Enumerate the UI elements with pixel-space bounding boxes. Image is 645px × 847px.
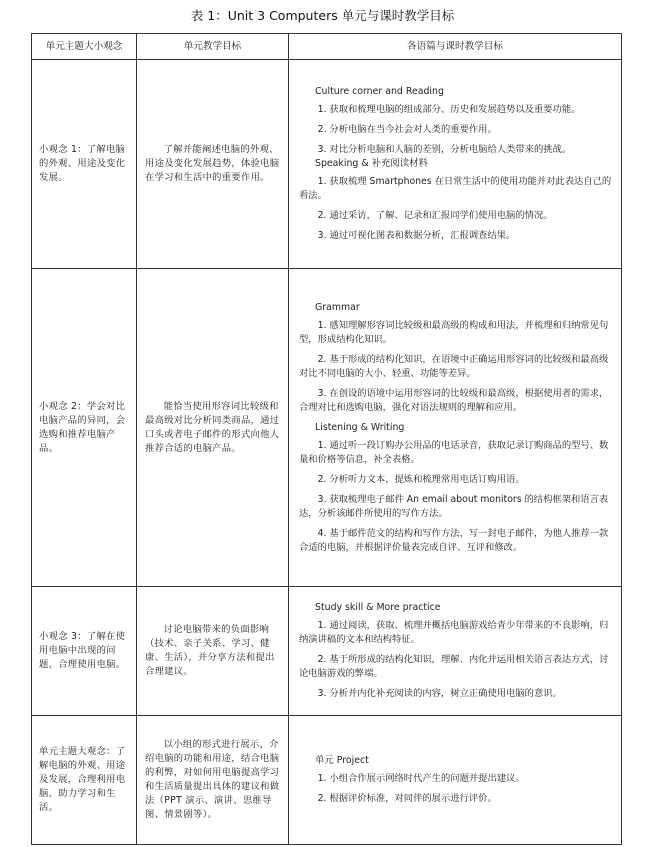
- column-header-concept: 单元主题大小观念: [32, 34, 137, 60]
- table-row: [32, 716, 622, 845]
- header-row: [32, 34, 622, 60]
- table-row: [32, 587, 622, 716]
- concept-cell: 单元主题大观念：了解电脑的外观、用途及发展，合理利用电脑，助力学习和生活。: [32, 716, 137, 845]
- objective-item: 1. 通过阅读，获取、梳理并概括电脑游戏给青少年带来的不良影响，归纳演讲稿的文本和结构特征。: [299, 620, 609, 645]
- objective-item: 3. 分析并内化补充阅读的内容，树立正确使用电脑的意识。: [317, 688, 562, 699]
- objectives-table: [31, 33, 622, 845]
- unit-goal-cell: 讨论电脑带来的负面影响（技术、亲子关系、学习、健康、生活），并分享方法和提出合理建议。: [137, 587, 289, 716]
- section-heading: Listening & Writing: [315, 421, 405, 433]
- unit-goal-cell: 了解并能阐述电脑的外观、用途及变化发展趋势，体验电脑在学习和生活中的重要作用。: [137, 60, 289, 269]
- lesson-goals-cell: [289, 60, 622, 269]
- concept-cell: 小观念 3：了解在使用电脑中出现的问题，合理使用电脑。: [32, 587, 137, 716]
- concept-cell: 小观念 1：了解电脑的外观、用途及变化发展。: [32, 60, 137, 269]
- objective-item: 2. 分析听力文本，提炼和梳理常用电话订购用语。: [317, 473, 525, 485]
- objective-item: 3. 在创设的语境中运用形容词的比较级和最高级，根据使用者的需求，合理对比和选购电脑，强化对语法规则的理解和应用。: [299, 387, 609, 413]
- objective-item: 3. 通过可视化图表和数据分析，汇报调查结果。: [317, 230, 516, 241]
- unit-goal-cell: 以小组的形式进行展示，介绍电脑的功能和用途，结合电脑的利弊，对如何用电脑提高学习和生活质量提出具体的建议和做法（PPT 演示、演讲、思维导图、情景剧等）。: [137, 716, 289, 845]
- lesson-goals-cell: [289, 587, 622, 716]
- lesson-goals-cell: [289, 716, 622, 845]
- objective-item: 2. 根据评价标准，对同伴的展示进行评价。: [317, 793, 497, 804]
- table-row: [32, 269, 622, 587]
- objective-item: 1. 小组合作展示网络时代产生的问题并提出建议。: [317, 773, 525, 784]
- section-heading: 单元 Project: [315, 755, 369, 766]
- objective-item: 1. 感知理解形容词比较级和最高级的构成和用法，并梳理和归纳常见句型，形成结构化知识。: [299, 319, 609, 345]
- section-heading: Study skill & More practice: [315, 602, 441, 613]
- page-title: 表 1：Unit 3 Computers 单元与课时教学目标: [190, 8, 455, 23]
- objective-item: 2. 基于所形成的结构化知识，理解、内化并运用相关语言表达方式，讨论电脑游戏的弊端。: [299, 654, 609, 679]
- column-header-lesson-goals: 各语篇与课时教学目标: [289, 34, 622, 60]
- objective-item: 2. 基于形成的结构化知识，在语境中正确运用形容词的比较级和最高级对比不同电脑的大小、轻重、功能等差异。: [299, 353, 609, 379]
- objective-item: 1. 通过听一段订购办公用品的电话录音，获取记录订购商品的型号、数量和价格等信息，补全表格。: [299, 439, 609, 465]
- objective-item: 4. 基于邮件范文的结构和写作方法，写一封电子邮件，为他人推荐一款合适的电脑，并根据评价量表完成自评、互评和修改。: [299, 527, 609, 553]
- concept-cell: 小观念 2：学会对比电脑产品的异同，会选购和推荐电脑产品。: [32, 269, 137, 587]
- objective-item: 1. 获取和梳理电脑的组成部分、历史和发展趋势以及重要功能。: [317, 104, 581, 115]
- section-heading: Speaking & 补充阅读材料: [315, 158, 428, 169]
- lesson-goals-cell: [289, 269, 622, 587]
- unit-goal-cell: 能恰当使用形容词比较级和最高级对比分析同类商品，通过口头或者电子邮件的形式向他人推荐合适的电脑产品。: [137, 269, 289, 587]
- objective-item: 2. 通过采访，了解、记录和汇报同学们使用电脑的情况。: [317, 210, 553, 221]
- column-header-unit-goal: 单元教学目标: [137, 34, 289, 60]
- objective-item: 1. 获取梳理 Smartphones 在日常生活中的使用功能并对此表达自己的看法。: [299, 176, 612, 201]
- table-row: [32, 60, 622, 269]
- section-heading: Culture corner and Reading: [315, 86, 444, 97]
- section-heading: Grammar: [315, 301, 360, 313]
- objective-item: 2. 分析电脑在当今社会对人类的重要作用。: [317, 124, 497, 135]
- objective-item: 3. 对比分析电脑和人脑的差别，分析电脑给人类带来的挑战。: [317, 144, 572, 155]
- objective-item: 3. 获取梳理电子邮件 An email about monitors 的结构框架和语言表达，分析该邮件所使用的写作方法。: [299, 493, 609, 519]
